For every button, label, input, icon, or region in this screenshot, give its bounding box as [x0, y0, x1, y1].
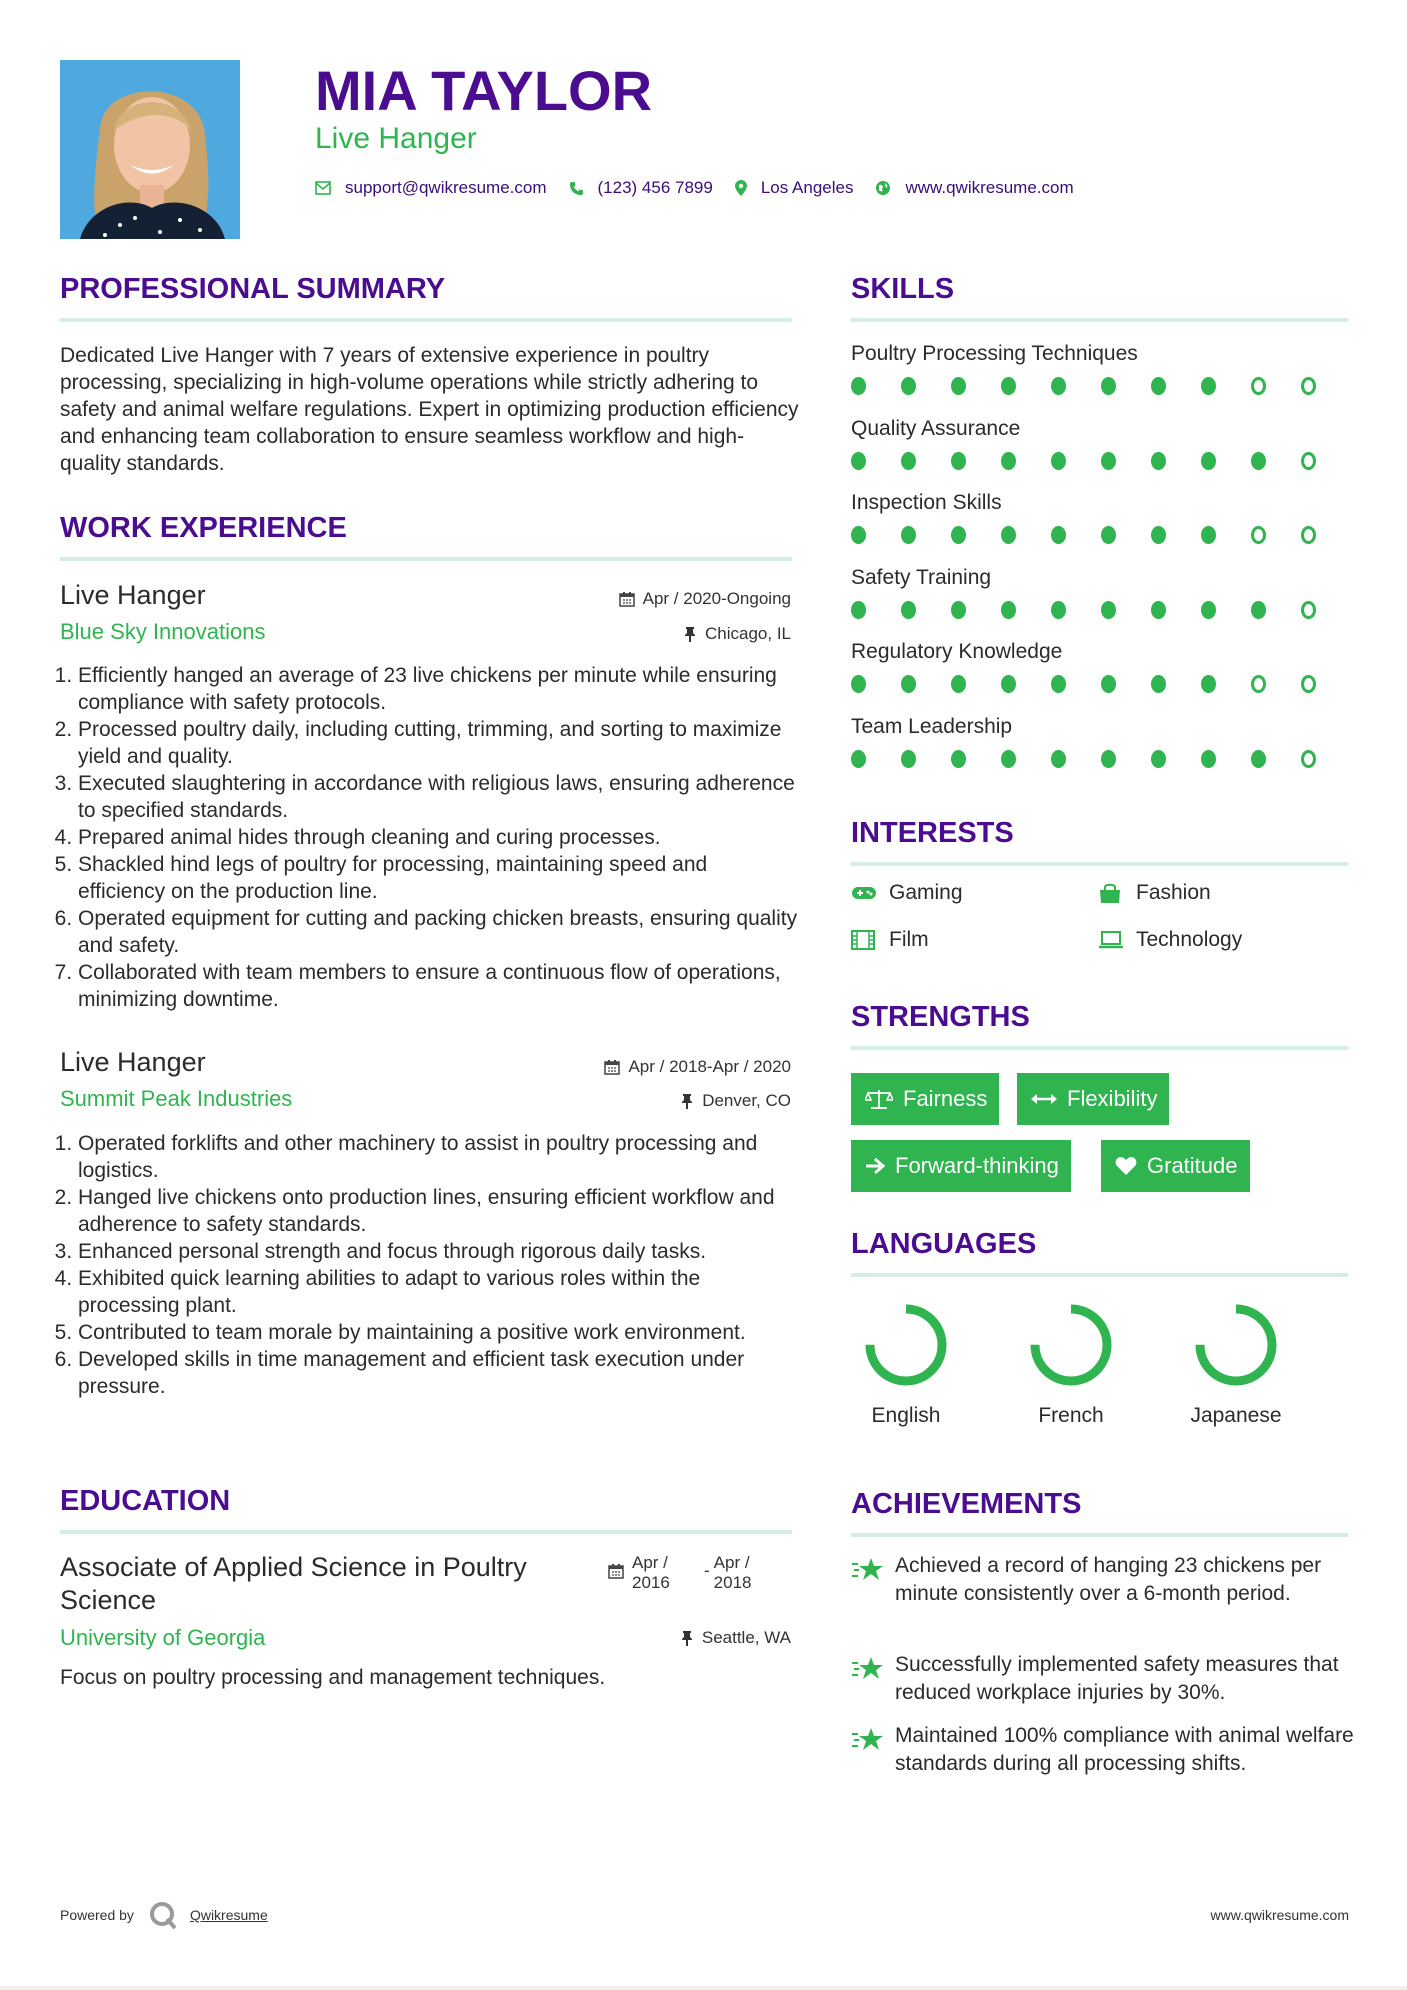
rating-dot-filled [1251, 452, 1266, 470]
rating-dot-filled [1051, 526, 1066, 544]
job-bullet: 3. Executed slaughtering in accordance with religious laws, ensuring adherence to specified standards. [78, 770, 800, 824]
language-item [1011, 1300, 1131, 1428]
rating-dot-filled [901, 452, 916, 470]
skill-name: Safety Training [851, 565, 992, 589]
rating-dot-filled [1151, 526, 1166, 544]
interest-label: Fashion [1136, 881, 1211, 904]
education-location [680, 1628, 791, 1648]
globe-icon [875, 180, 891, 196]
job-bullet: 1. Efficiently hanged an average of 23 live chickens per minute while ensuring compliance with safety protocols. [78, 662, 800, 716]
achievement-item [851, 1552, 1361, 1608]
languages-heading: LANGUAGES [851, 1228, 1037, 1260]
rating-dot-empty [1301, 452, 1316, 470]
calendar-icon [608, 1553, 624, 1593]
interests-divider [851, 862, 1348, 866]
language-item [1176, 1300, 1296, 1428]
education-date [608, 1553, 762, 1593]
rating-dot-filled [1001, 750, 1016, 768]
rating-dot-filled [951, 750, 966, 768]
website-text: www.qwikresume.com [905, 178, 1074, 197]
job-title: Live Hanger [60, 580, 206, 610]
candidate-name: MIA TAYLOR [315, 59, 653, 122]
achievements-heading: ACHIEVEMENTS [851, 1488, 1082, 1520]
school-name: University of Georgia [60, 1625, 266, 1650]
footer-website[interactable]: www.qwikresume.com [1210, 1907, 1349, 1923]
arrows-horizontal-icon [1031, 1092, 1057, 1106]
summary-text: Dedicated Live Hanger with 7 years of extensive experience in poultry processing, specializing in high-volume operations while strictly adhering to safety and animal welfare regulations. Expert in optimizing production efficiency and enhancing team collaboration to ensure seamless workflow and high-quality standards. [60, 344, 799, 475]
achievement-item [851, 1722, 1361, 1778]
rating-dot-filled [1151, 377, 1166, 395]
rating-dot-empty [1301, 750, 1316, 768]
powered-by-text: Powered by [60, 1907, 134, 1923]
rating-dot-filled [1051, 601, 1066, 619]
rating-dot-filled [951, 601, 966, 619]
interest-label: Gaming [889, 881, 963, 904]
degree-title: Associate of Applied Science in Poultry Science [60, 1552, 527, 1615]
rating-dot-filled [1101, 377, 1116, 395]
profile-photo-image [60, 60, 240, 239]
strength-label: Fairness [903, 1086, 988, 1111]
job-location [683, 624, 791, 644]
rating-dot-filled [1001, 452, 1016, 470]
interest-label: Film [889, 928, 929, 951]
job-bullet: 6. Operated equipment for cutting and packing chicken breasts, ensuring quality and safety. [78, 905, 800, 959]
rating-dot-filled [851, 750, 866, 768]
experience-divider [60, 557, 792, 561]
pushpin-icon [683, 626, 697, 642]
laptop-icon [1098, 931, 1124, 949]
skill-row [851, 342, 1351, 395]
location-text: Los Angeles [760, 178, 854, 197]
job-location-text: Denver, CO [702, 1091, 791, 1110]
pushpin-icon [680, 1093, 694, 1109]
rating-dot-filled [1101, 601, 1116, 619]
strength-badge-flexibility [1017, 1073, 1169, 1125]
education-date-end: Apr / 2018 [713, 1553, 752, 1592]
rating-dot-filled [901, 377, 916, 395]
interest-film [851, 928, 929, 952]
rating-dot-filled [1101, 675, 1116, 693]
job-bullet: 2. Processed poultry daily, including cutting, trimming, and sorting to maximize yield and quality. [78, 716, 800, 770]
job-company: Blue Sky Innovations [60, 619, 266, 644]
job-date-text: Apr / 2018-Apr / 2020 [628, 1057, 791, 1076]
rating-dot-filled [901, 750, 916, 768]
candidate-title: Live Hanger [315, 122, 477, 155]
job-bullet: 7. Collaborated with team members to ensure a continuous flow of operations, minimizing downtime. [78, 959, 800, 1013]
interest-label: Technology [1136, 928, 1243, 951]
language-item [846, 1300, 966, 1428]
arrow-right-icon [865, 1157, 885, 1175]
achievement-text: Achieved a record of hanging 23 chickens per minute consistently over a 6-month period. [895, 1554, 1322, 1605]
rating-dot-filled [1151, 452, 1166, 470]
strengths-divider [851, 1046, 1348, 1050]
job-bullets [60, 662, 800, 1013]
rating-dot-filled [1051, 750, 1066, 768]
skill-name: Team Leadership [851, 714, 1013, 738]
education-location-text: Seattle, WA [701, 1628, 791, 1647]
language-name: French [1038, 1404, 1104, 1427]
rating-dot-filled [1051, 452, 1066, 470]
rating-dot-filled [901, 601, 916, 619]
rating-dot-filled [851, 377, 866, 395]
skill-row [851, 715, 1351, 768]
interest-technology [1098, 928, 1242, 952]
job-bullet: 1. Operated forklifts and other machinery to assist in poultry processing and logistics. [78, 1130, 800, 1184]
education-date-separator: - [704, 1561, 710, 1580]
rating-dot-filled [1251, 601, 1266, 619]
shooting-star-icon [851, 1651, 895, 1707]
rating-dot-filled [1101, 750, 1116, 768]
education-divider [60, 1530, 792, 1534]
interest-fashion [1098, 881, 1211, 905]
rating-dot-empty [1251, 526, 1266, 544]
strength-label: Flexibility [1067, 1086, 1158, 1111]
skill-name: Regulatory Knowledge [851, 640, 1063, 663]
skills-heading: SKILLS [851, 273, 955, 305]
rating-dot-filled [1251, 750, 1266, 768]
envelope-icon [315, 181, 331, 195]
rating-dot-filled [1201, 377, 1216, 395]
skill-rating [851, 526, 1351, 544]
rating-dot-filled [951, 526, 966, 544]
contact-bar [315, 178, 1096, 198]
rating-dot-empty [1251, 675, 1266, 693]
rating-dot-filled [1001, 675, 1016, 693]
rating-dot-empty [1301, 526, 1316, 544]
strength-label: Forward-thinking [895, 1153, 1059, 1178]
skills-divider [851, 318, 1348, 322]
job-location [680, 1091, 791, 1111]
contact-location [735, 178, 854, 198]
strength-badge-fairness [851, 1073, 999, 1125]
footer-brand-link[interactable]: Qwikresume [189, 1907, 268, 1923]
skill-row [851, 417, 1351, 470]
rating-dot-filled [1001, 526, 1016, 544]
skill-row [851, 566, 1351, 619]
languages-divider [851, 1273, 1348, 1277]
education-date-start: Apr / 2016 [632, 1553, 670, 1592]
footer-powered-by [60, 1900, 268, 1930]
rating-dot-filled [851, 675, 866, 693]
shooting-star-icon [851, 1722, 895, 1778]
job-bullet: 2. Hanged live chickens onto production lines, ensuring efficient workflow and adherence to safety standards. [78, 1184, 800, 1238]
rating-dot-filled [1001, 377, 1016, 395]
job-location-text: Chicago, IL [705, 624, 791, 643]
language-name: Japanese [1190, 1404, 1282, 1427]
rating-dot-filled [951, 452, 966, 470]
skill-rating [851, 601, 1351, 619]
gamepad-icon [851, 885, 877, 901]
rating-dot-filled [1151, 675, 1166, 693]
calendar-icon [604, 1059, 620, 1075]
language-ring [1191, 1300, 1281, 1390]
shopping-bag-icon [1098, 882, 1124, 904]
qwikresume-logo-icon [148, 1900, 178, 1930]
rating-dot-empty [1301, 377, 1316, 395]
skill-rating [851, 377, 1351, 395]
rating-dot-filled [1101, 526, 1116, 544]
experience-heading: WORK EXPERIENCE [60, 512, 347, 544]
rating-dot-filled [1201, 601, 1216, 619]
job-bullet: 3. Enhanced personal strength and focus through rigorous daily tasks. [78, 1238, 800, 1265]
rating-dot-filled [1151, 750, 1166, 768]
strength-badge-gratitude [1101, 1140, 1250, 1192]
language-level-arc [870, 1309, 942, 1381]
rating-dot-empty [1251, 377, 1266, 395]
rating-dot-filled [1001, 601, 1016, 619]
job-bullet: 6. Developed skills in time management and efficient task execution under pressure. [78, 1346, 800, 1400]
rating-dot-filled [951, 675, 966, 693]
rating-dot-filled [901, 675, 916, 693]
achievements-divider [851, 1533, 1348, 1537]
job-date [604, 1057, 791, 1077]
contact-phone[interactable] [569, 178, 713, 198]
skill-rating [851, 452, 1351, 470]
film-icon [851, 930, 877, 950]
rating-dot-filled [851, 601, 866, 619]
summary-divider [60, 318, 792, 322]
profile-photo [60, 60, 240, 239]
rating-dot-filled [851, 526, 866, 544]
email-text: support@qwikresume.com [345, 178, 547, 197]
rating-dot-filled [1201, 526, 1216, 544]
achievement-text: Maintained 100% compliance with animal welfare standards during all processing shifts. [895, 1724, 1354, 1775]
skill-name: Quality Assurance [851, 416, 1021, 440]
skill-rating [851, 675, 1351, 693]
bottom-divider [0, 1986, 1407, 1990]
education-description: Focus on poultry processing and management techniques. [60, 1666, 606, 1689]
job-bullets [60, 1130, 800, 1400]
rating-dot-filled [1051, 377, 1066, 395]
strength-label: Gratitude [1147, 1153, 1238, 1178]
language-level-arc [1035, 1309, 1107, 1381]
rating-dot-filled [1201, 452, 1216, 470]
phone-icon [569, 181, 584, 196]
summary-heading: PROFESSIONAL SUMMARY [60, 273, 446, 305]
calendar-icon [619, 591, 635, 607]
rating-dot-filled [1051, 675, 1066, 693]
rating-dot-filled [851, 452, 866, 470]
achievement-item [851, 1651, 1361, 1707]
rating-dot-filled [1201, 750, 1216, 768]
job-bullet: 4. Prepared animal hides through cleaning and curing processes. [78, 824, 800, 851]
strengths-heading: STRENGTHS [851, 1001, 1030, 1033]
job-bullet: 4. Exhibited quick learning abilities to adapt to various roles within the processing plant. [78, 1265, 800, 1319]
shooting-star-icon [851, 1552, 895, 1608]
job-company: Summit Peak Industries [60, 1086, 293, 1111]
heart-icon [1115, 1156, 1137, 1176]
language-level-arc [1200, 1309, 1272, 1381]
contact-email[interactable] [315, 178, 547, 198]
job-date [619, 589, 791, 609]
interests-heading: INTERESTS [851, 817, 1014, 849]
rating-dot-filled [901, 526, 916, 544]
skill-row [851, 491, 1351, 544]
language-ring [861, 1300, 951, 1390]
rating-dot-filled [1201, 675, 1216, 693]
strength-badge-forward-thinking [851, 1140, 1071, 1192]
language-ring [1026, 1300, 1116, 1390]
rating-dot-filled [1101, 452, 1116, 470]
rating-dot-empty [1301, 601, 1316, 619]
phone-text: (123) 456 7899 [597, 178, 713, 197]
language-name: English [871, 1404, 941, 1427]
achievement-text: Successfully implemented safety measures that reduced workplace injuries by 30%. [895, 1653, 1339, 1704]
map-marker-icon [735, 180, 747, 196]
skill-rating [851, 750, 1351, 768]
interest-gaming [851, 881, 963, 905]
contact-website[interactable] [875, 178, 1073, 198]
skill-name: Poultry Processing Techniques [851, 342, 1138, 365]
balance-scale-icon [865, 1088, 893, 1110]
education-heading: EDUCATION [60, 1485, 231, 1517]
rating-dot-filled [1151, 601, 1166, 619]
job-bullet: 5. Shackled hind legs of poultry for processing, maintaining speed and efficiency on the production line. [78, 851, 800, 905]
job-title: Live Hanger [60, 1047, 206, 1077]
pushpin-icon [680, 1630, 694, 1646]
job-bullet: 5. Contributed to team morale by maintaining a positive work environment. [78, 1319, 800, 1346]
job-date-text: Apr / 2020-Ongoing [642, 589, 791, 608]
rating-dot-empty [1301, 675, 1316, 693]
skill-name: Inspection Skills [851, 491, 1002, 514]
rating-dot-filled [951, 377, 966, 395]
skill-row [851, 640, 1351, 693]
